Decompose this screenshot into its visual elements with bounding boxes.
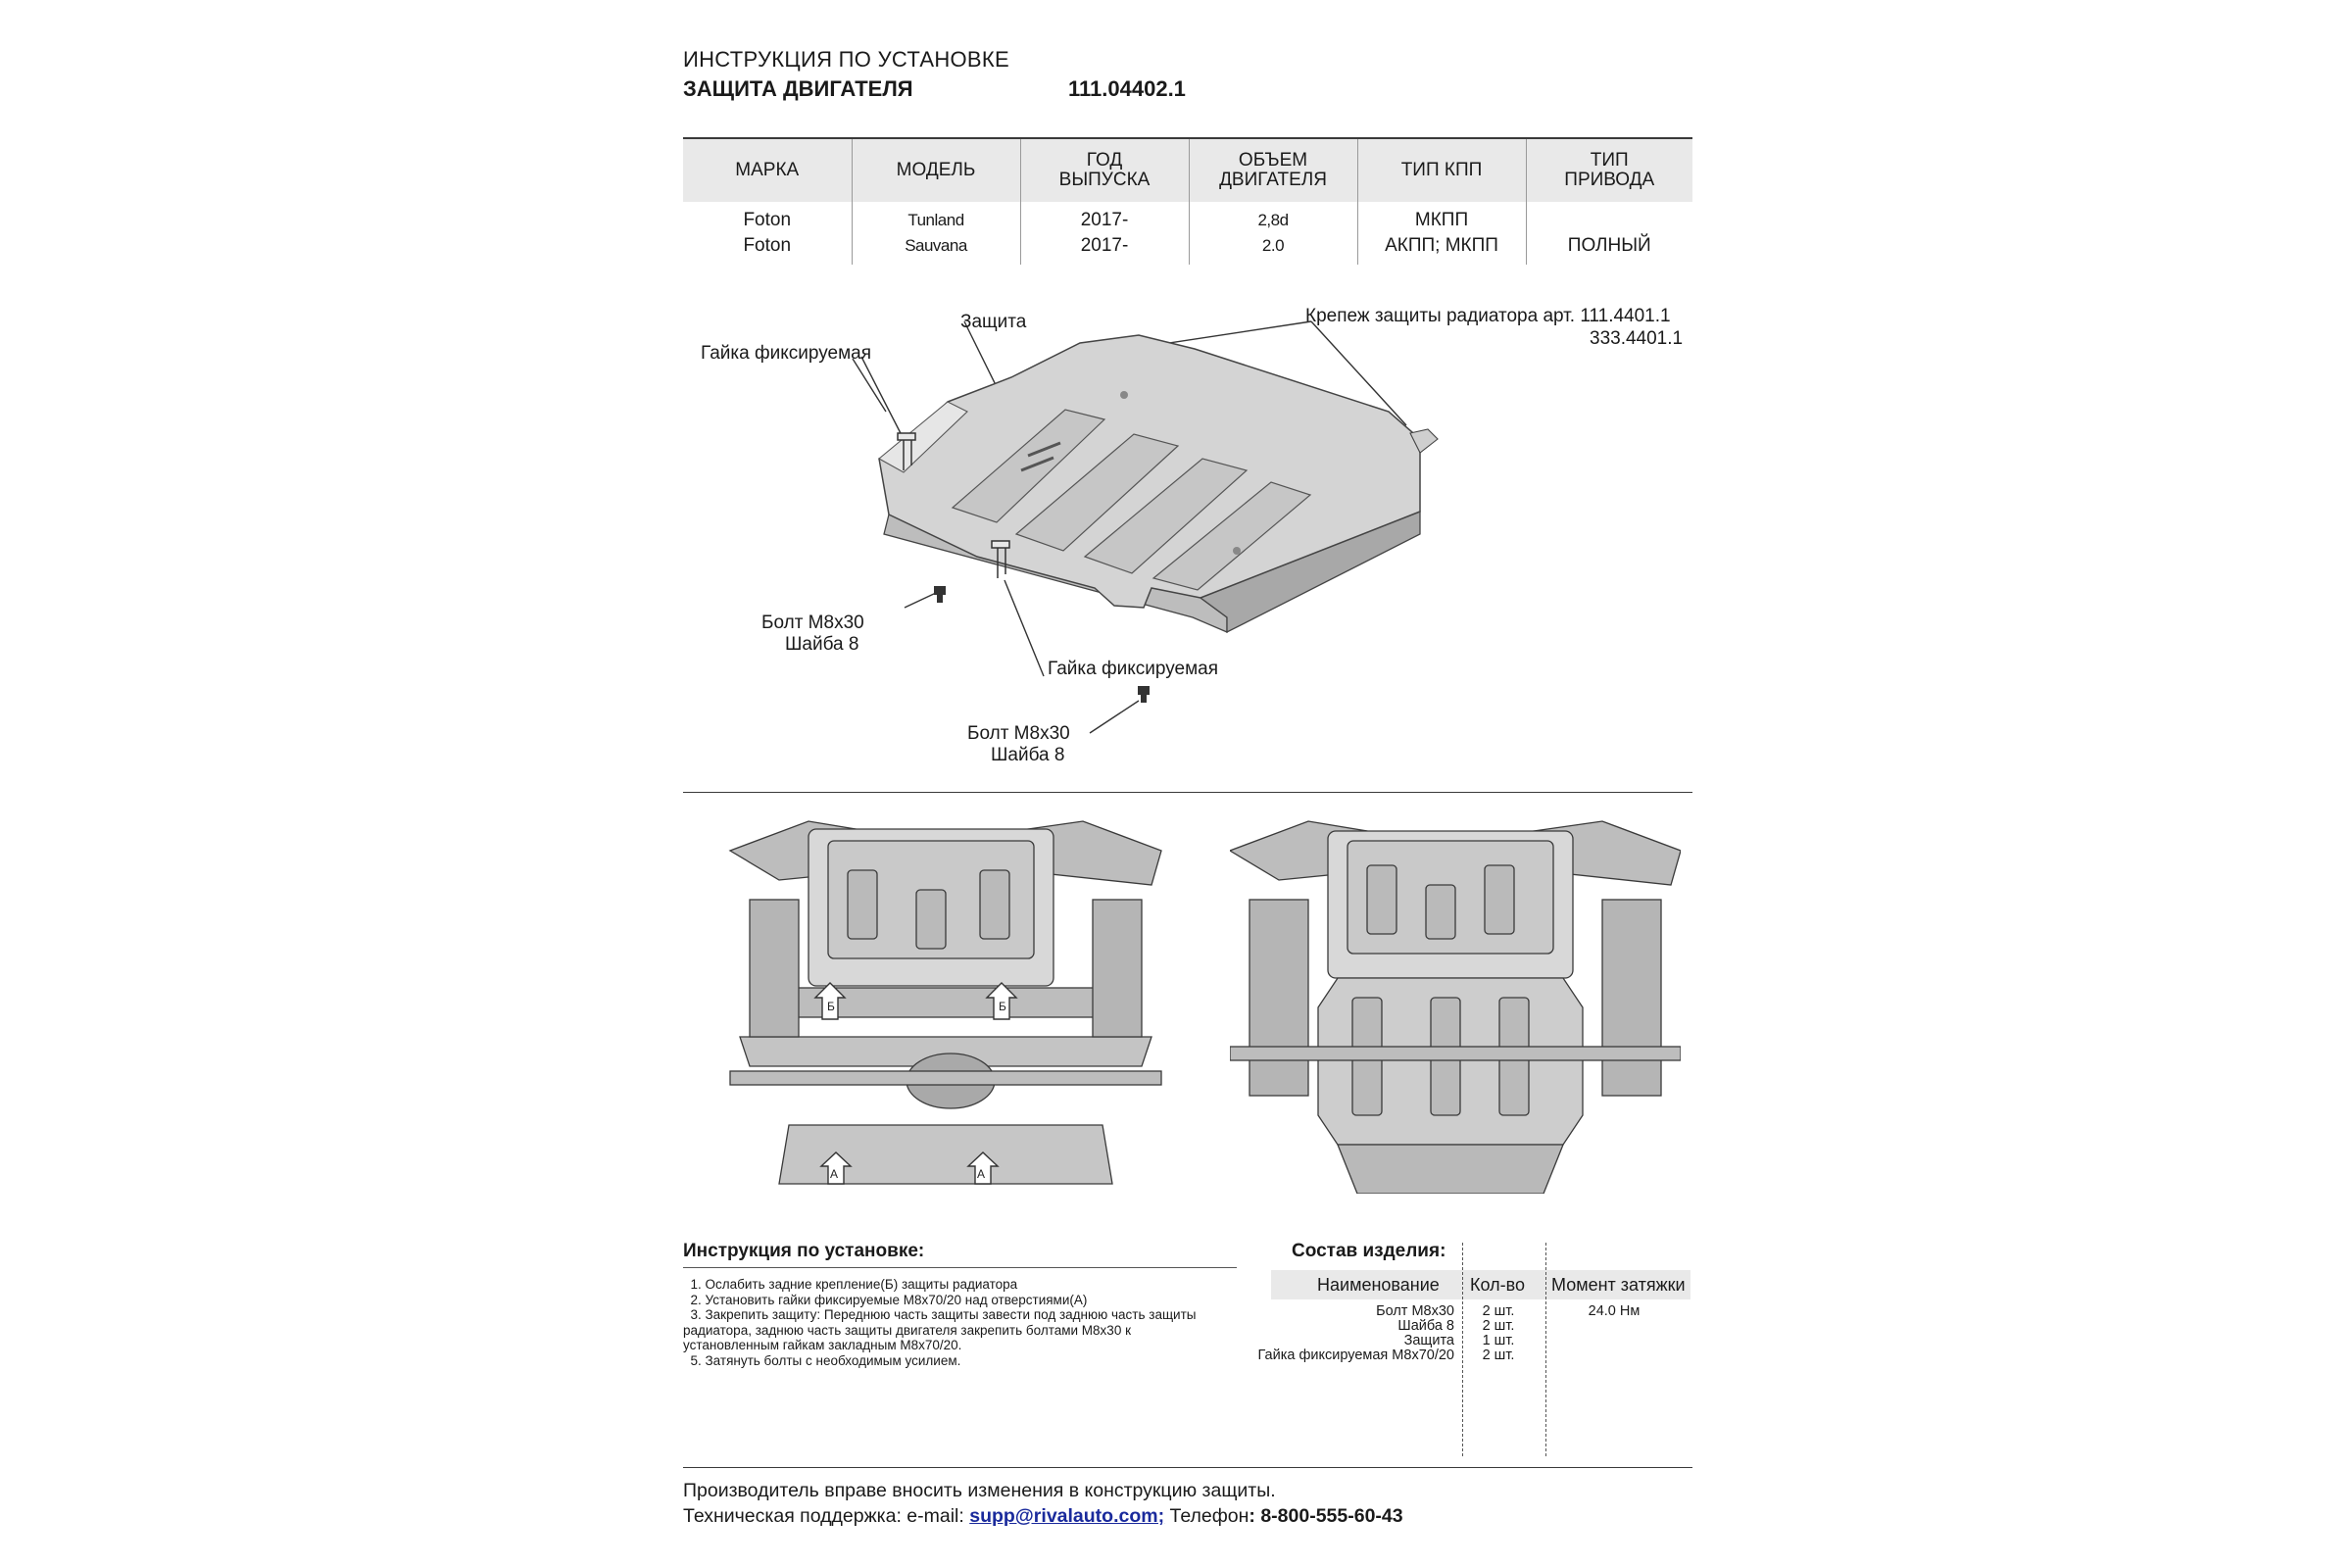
instructions-title: Инструкция по установке:: [683, 1241, 925, 1261]
vehicle-spec-table: [683, 137, 1692, 265]
marker-a-left: А: [830, 1167, 839, 1181]
divider-top: [683, 792, 1692, 793]
item-qty: 2 шт.: [1482, 1303, 1515, 1319]
col-year: ГОД ВЫПУСКА: [1020, 138, 1189, 202]
item-qty: 2 шт.: [1482, 1318, 1515, 1334]
item-name: Гайка фиксируемая М8х70/20: [1257, 1348, 1454, 1363]
item-qty: 2 шт.: [1482, 1348, 1515, 1363]
bolt2-label: Болт М8х30: [967, 723, 1070, 744]
support-phone: : 8-800-555-60-43: [1249, 1505, 1403, 1527]
spec-data-row: [683, 202, 1692, 265]
marker-b-left: Б: [827, 1000, 835, 1013]
exploded-diagram: [683, 294, 1692, 784]
radiator-mount-alt-label: 333.4401.1: [1590, 328, 1684, 349]
col-brand: МАРКА: [683, 138, 852, 202]
radiator-mount-label: Крепеж защиты радиатора арт. 111.4401.1: [1305, 306, 1671, 326]
year-cell: 2017- 2017-: [1020, 202, 1189, 265]
composition-divider: [1462, 1243, 1463, 1456]
step-line: радиатора, заднюю часть защиты двигателя закрепить болтами М8х30 к: [683, 1322, 1131, 1338]
gearbox-cell: МКПП АКПП; МКПП: [1357, 202, 1526, 265]
washer1-label: Шайба 8: [785, 634, 859, 655]
washer2-label: Шайба 8: [991, 745, 1065, 765]
brand-cell: Foton Foton: [683, 202, 852, 265]
bolt-2: [1138, 686, 1150, 703]
item-name: Болт М8х30: [1376, 1303, 1454, 1319]
nut-left-label: Гайка фиксируемая: [701, 343, 871, 364]
support-line: [683, 1505, 1403, 1528]
support-label: Техническая поддержка: e-mail:: [683, 1505, 970, 1527]
composition-header-name: Наименование: [1317, 1275, 1440, 1295]
step-line: 5. Затянуть болты с необходимым усилием.: [683, 1352, 961, 1368]
installation-view-after: [1230, 811, 1681, 1194]
item-name: Защита: [1403, 1333, 1454, 1348]
step-line: установленным гайкам закладным М8х70/20.: [683, 1338, 962, 1352]
bolt1-label: Болт М8х30: [761, 612, 864, 633]
step-line: 2. Установить гайки фиксируемые М8х70/20 над отверстиями(А): [683, 1292, 1088, 1307]
col-engine: ОБЪЕМ ДВИГАТЕЛЯ: [1189, 138, 1357, 202]
support-email-link[interactable]: supp@rivalauto.com;: [969, 1505, 1165, 1527]
col-gearbox: ТИП КПП: [1357, 138, 1526, 202]
instruction-steps: [683, 1277, 1232, 1368]
step-line: 1. Ослабить задние крепление(Б) защиты радиатора: [683, 1277, 1018, 1292]
spec-header-row: [683, 138, 1692, 202]
divider-bottom: [683, 1467, 1692, 1468]
chassis-drawing-after: [1230, 811, 1681, 1194]
marker-a-right: А: [977, 1167, 986, 1181]
phone-label: Телефон: [1164, 1505, 1250, 1527]
composition-divider: [1545, 1243, 1546, 1456]
shield-label: Защита: [960, 312, 1027, 332]
item-qty: 1 шт.: [1482, 1333, 1515, 1348]
skid-plate-drawing: [683, 294, 1692, 784]
manufacturer-notice: Производитель вправе вносить изменения в конструкцию защиты.: [683, 1480, 1276, 1501]
step-line: 3. Закрепить защиту: Переднюю часть защиты завести под заднюю часть защиты: [683, 1307, 1197, 1322]
chassis-drawing-before: [720, 811, 1171, 1194]
nut-center-label: Гайка фиксируемая: [1048, 659, 1218, 679]
engine-cell: 2,8d 2.0: [1189, 202, 1357, 265]
model-cell: Tunland Sauvana: [852, 202, 1020, 265]
shield-plate: [879, 335, 1438, 632]
col-model: МОДЕЛЬ: [852, 138, 1020, 202]
drive-cell: ПОЛНЫЙ: [1567, 235, 1651, 256]
doc-title: ЗАЩИТА ДВИГАТЕЛЯ: [683, 76, 913, 101]
doc-heading: ИНСТРУКЦИЯ ПО УСТАНОВКЕ: [683, 47, 1009, 72]
composition-header-qty: Кол-во: [1470, 1275, 1525, 1295]
composition-title: Состав изделия:: [1292, 1241, 1446, 1261]
bolt-1: [934, 586, 946, 603]
col-drive: ТИП ПРИВОДА: [1526, 138, 1692, 202]
item-torque: 24.0 Нм: [1588, 1303, 1641, 1319]
installation-view-before: [720, 811, 1171, 1194]
article-number: 111.04402.1: [1068, 76, 1186, 101]
item-name: Шайба 8: [1397, 1318, 1454, 1334]
instructions-underline: [683, 1267, 1237, 1268]
composition-header-torque: Момент затяжки: [1551, 1275, 1686, 1295]
marker-b-right: Б: [999, 1000, 1006, 1013]
